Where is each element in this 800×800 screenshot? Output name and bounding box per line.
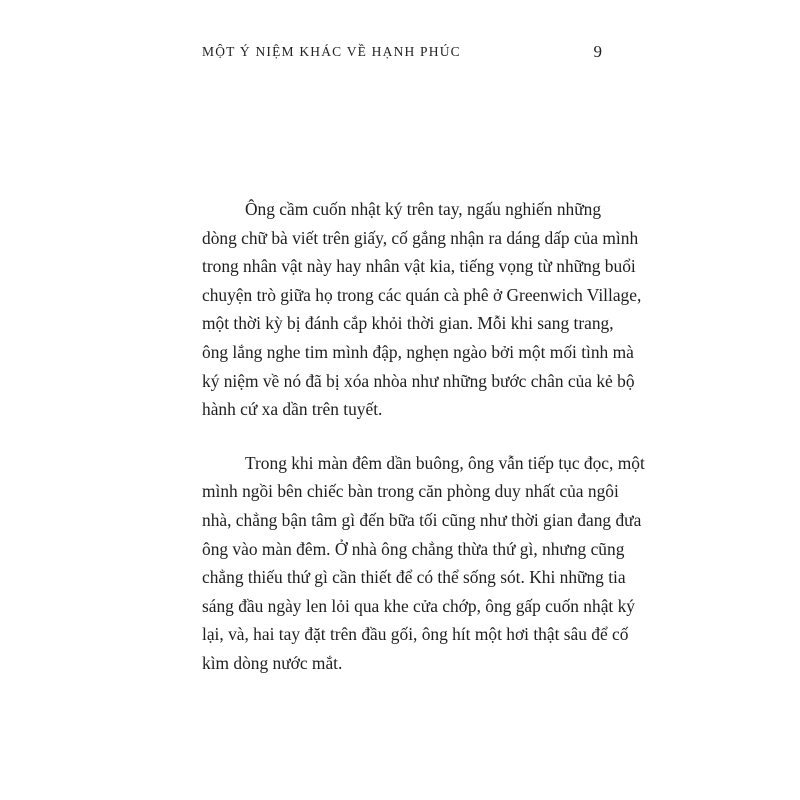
text-line: ông lắng nghe tim mình đập, nghẹn ngào bởi một mối tình mà [202, 341, 634, 362]
running-header [202, 44, 602, 68]
text-line: lại, và, hai tay đặt trên đầu gối, ông hít một hơi thật sâu để cố [202, 624, 629, 645]
page-number: 9 [593, 42, 602, 61]
text-line: chuyện trò giữa họ trong các quán cà phê ở Greenwich Village, [202, 284, 642, 305]
text-line: Trong khi màn đêm dần buông, ông vẫn tiếp tục đọc, một [245, 452, 645, 473]
text-line: sáng đầu ngày len lỏi qua khe cửa chớp, ông gấp cuốn nhật ký [202, 595, 635, 616]
text-line: một thời kỳ bị đánh cắp khỏi thời gian. Mỗi khi sang trang, [202, 313, 614, 334]
paragraph-1 [202, 195, 642, 424]
text-line: chẳng thiếu thứ gì cần thiết để có thể sống sót. Khi những tia [202, 567, 626, 588]
text-line: kìm dòng nước mắt. [202, 652, 343, 673]
text-line: mình ngồi bên chiếc bàn trong căn phòng duy nhất của ngôi [202, 481, 619, 502]
text-line: nhà, chẳng bận tâm gì đến bữa tối cũng như thời gian đang đưa [202, 509, 642, 530]
text-line: ông vào màn đêm. Ở nhà ông chẳng thừa thứ gì, nhưng cũng [202, 538, 625, 559]
text-line: ký niệm về nó đã bị xóa nhòa như những bước chân của kẻ bộ [202, 370, 635, 391]
text-line: Ông cầm cuốn nhật ký trên tay, ngấu nghiến những [245, 199, 602, 219]
paragraph-2 [202, 449, 645, 678]
chapter-title: MỘT Ý NIỆM KHÁC VỀ HẠNH PHÚC [202, 44, 461, 59]
text-line: hành cứ xa dần trên tuyết. [202, 399, 383, 420]
text-line: trong nhân vật này hay nhân vật kia, tiếng vọng từ những buổi [202, 256, 636, 277]
body-text [202, 195, 645, 703]
text-line: dòng chữ bà viết trên giấy, cố gắng nhận ra dáng dấp của mình [202, 227, 639, 248]
